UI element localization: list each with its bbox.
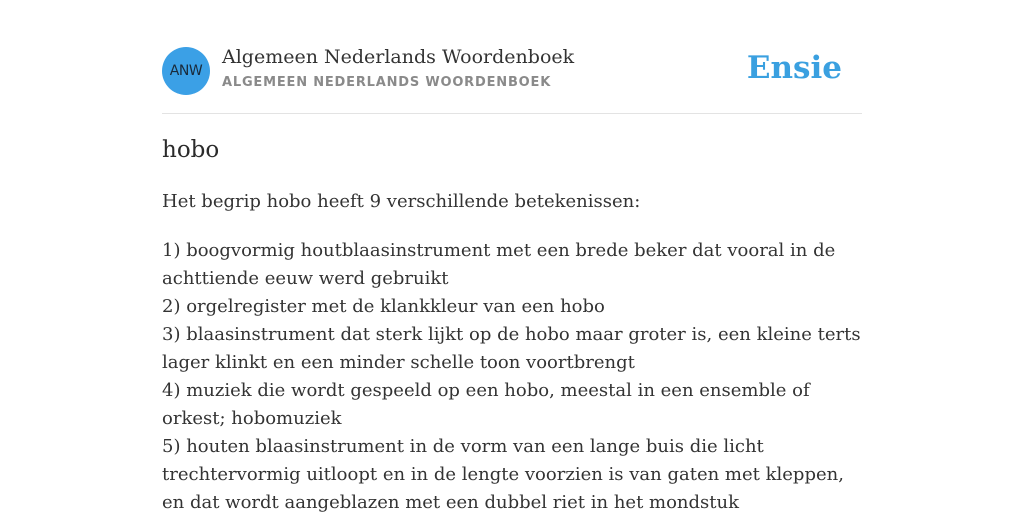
definition-item: 3) blaasinstrument dat sterk lijkt op de hobo maar groter is, een kleine terts lager klinkt en een minder schelle toon voortbrengt <box>162 324 861 373</box>
brand-logo[interactable]: Ensie <box>746 50 842 86</box>
header-divider <box>162 113 862 114</box>
definition-item: 2) orgelregister met de klankkleur van een hobo <box>162 296 605 317</box>
source-title[interactable]: Algemeen Nederlands Woordenboek <box>222 46 575 68</box>
definition-item: 1) boogvormig houtblaasinstrument met een brede beker dat vooral in de achttiende eeuw werd gebruikt <box>162 240 836 289</box>
definition-item: 4) muziek die wordt gespeeld op een hobo, meestal in een ensemble of orkest; hobomuziek <box>162 380 810 429</box>
definitions-list <box>162 237 867 512</box>
source-logo[interactable]: ANW <box>162 47 210 95</box>
definitions-intro: Het begrip hobo heeft 9 verschillende betekenissen: <box>162 191 641 212</box>
term-title: hobo <box>162 137 220 163</box>
definition-item: 5) houten blaasinstrument in de vorm van een lange buis die licht trechtervormig uitloopt en in de lengte voorzien is van gaten met kleppen, en dat wordt aangeblazen met een dubbel riet in het mondstuk <box>162 436 844 512</box>
source-header <box>162 46 862 96</box>
source-subtitle: ALGEMEEN NEDERLANDS WOORDENBOEK <box>222 75 552 90</box>
